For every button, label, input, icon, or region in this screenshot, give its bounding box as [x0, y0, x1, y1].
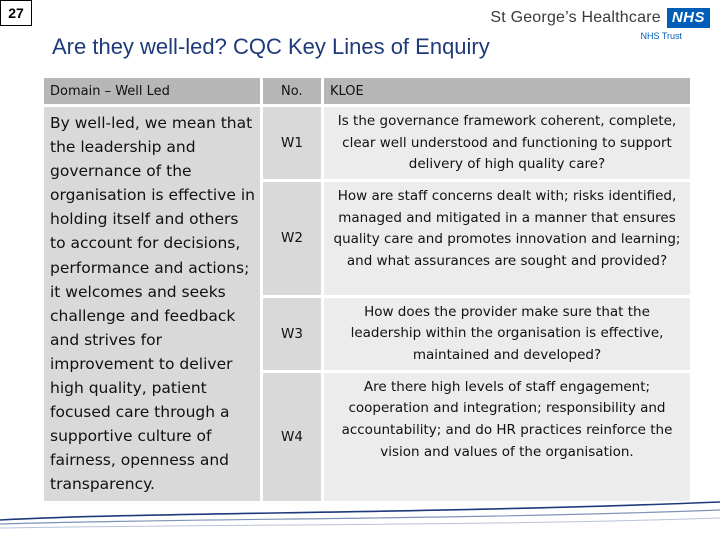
- domain-column-header: Domain – Well Led: [44, 78, 260, 107]
- decorative-swoosh: [0, 498, 720, 540]
- nhs-trust-logo: [490, 8, 710, 41]
- table-header-row: [44, 78, 690, 107]
- kloe-table: [44, 78, 690, 504]
- page-number: 27: [0, 0, 32, 26]
- kloe-question: Are there high levels of staff engagement; cooperation and integration; responsibility and accountability; and do HR practices reinforce the vision and values of the organisation.: [324, 373, 690, 504]
- logo-org-name: St George’s Healthcare: [490, 9, 661, 26]
- kloe-number: W3: [260, 298, 324, 373]
- table-row: [44, 107, 690, 182]
- kloe-number: W1: [260, 107, 324, 182]
- domain-description: By well-led, we mean that the leadership and governance of the organisation is effective in holding itself and others to account for decisions, performance and actions; it welcomes and seeks challenge and feedback and strives for improvement to deliver high quality, patient focused care through a supportive culture of fairness, openness and transparency.: [44, 107, 260, 504]
- kloe-question: Is the governance framework coherent, complete, clear well understood and functioning to support delivery of high quality care?: [324, 107, 690, 182]
- number-column-header: No.: [260, 78, 324, 107]
- kloe-column-header: KLOE: [324, 78, 690, 107]
- kloe-number: W4: [260, 373, 324, 504]
- logo-trust-label: NHS Trust: [640, 31, 682, 41]
- nhs-logo-icon: NHS: [667, 8, 710, 28]
- kloe-question: How does the provider make sure that the leadership within the organisation is effective, maintained and developed?: [324, 298, 690, 373]
- page-title: Are they well-led? CQC Key Lines of Enquiry: [52, 34, 490, 59]
- kloe-number: W2: [260, 182, 324, 298]
- kloe-question: How are staff concerns dealt with; risks identified, managed and mitigated in a manner that ensures quality care and promotes innovation and learning; and what assurances are sought and provided?: [324, 182, 690, 298]
